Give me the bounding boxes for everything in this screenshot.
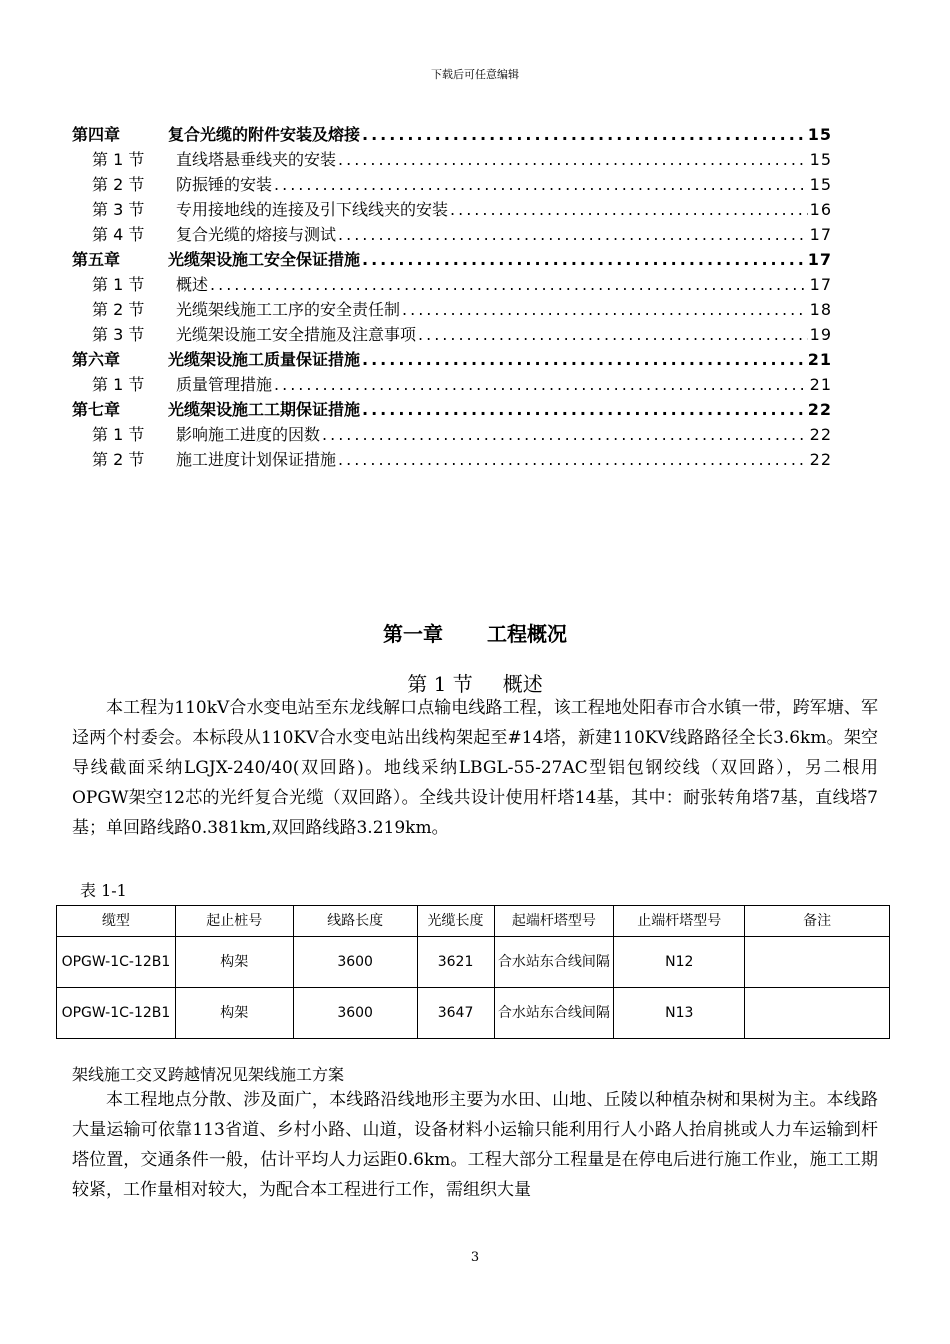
toc-title: 施工进度计划保证措施 — [176, 450, 337, 469]
toc-title: 概述 — [176, 275, 209, 294]
table-cell: OPGW-1C-12B1 — [57, 988, 176, 1039]
toc-entry-section[interactable] — [72, 322, 832, 347]
chapter-number: 第一章 — [383, 622, 443, 646]
toc-leader — [274, 372, 808, 397]
toc-leader — [362, 247, 806, 272]
table-of-contents — [72, 122, 832, 472]
toc-number: 第 3 节 — [92, 200, 145, 219]
toc-leader — [210, 272, 808, 297]
table-cell: 构架 — [175, 937, 293, 988]
section-title: 概述 — [502, 672, 543, 696]
section-number: 第 1 节 — [407, 672, 473, 696]
toc-page: 21 — [807, 350, 832, 369]
table-cell: N13 — [614, 988, 745, 1039]
table-cell: 3621 — [417, 937, 494, 988]
toc-leader — [362, 397, 806, 422]
table-cell: 构架 — [175, 988, 293, 1039]
toc-title: 光缆架设施工工期保证措施 — [168, 400, 361, 419]
toc-number: 第 2 节 — [92, 300, 145, 319]
table-cell: 合水站东合线间隔 — [494, 988, 614, 1039]
toc-page: 17 — [809, 225, 832, 244]
site-paragraph: 本工程地点分散、涉及面广，本线路沿线地形主要为水田、山地、丘陵以种植杂树和果树为主。本线路大量运输可依靠113省道、乡村小路、山道，设备材料小运输只能利用行人小路人抬肩挑或人力车运输到杆塔位置，交通条件一般，估计平均人力运距0.6km。工程大部分工程量是在停电后进行施工作业，施工工期较紧，工作量相对较大，为配合本工程进行工作，需组织大量 — [72, 1090, 878, 1200]
table-cell: 3600 — [293, 988, 417, 1039]
toc-title: 防振锤的安装 — [176, 175, 273, 194]
toc-entry-chapter-5[interactable] — [72, 247, 832, 272]
toc-page: 21 — [809, 375, 832, 394]
toc-title: 光缆架设施工质量保证措施 — [168, 350, 361, 369]
toc-title: 复合光缆的熔接与测试 — [176, 225, 337, 244]
toc-page: 22 — [807, 400, 832, 419]
table-cell: N12 — [614, 937, 745, 988]
toc-entry-section[interactable] — [72, 147, 832, 172]
toc-page: 16 — [809, 200, 832, 219]
toc-leader — [362, 122, 806, 147]
toc-number: 第 3 节 — [92, 325, 145, 344]
crossing-note: 架线施工交叉跨越情况见架线施工方案 — [72, 1065, 345, 1084]
toc-number: 第 1 节 — [92, 375, 145, 394]
toc-number: 第 2 节 — [92, 175, 145, 194]
table-cell: 3647 — [417, 988, 494, 1039]
overview-paragraph: 本工程为110kV合水变电站至东龙线解口点输电线路工程，该工程地处阳春市合水镇一带，跨军塘、军迳两个村委会。本标段从110KV合水变电站出线构架起至#14塔，新建110KV线路路径全长3.6km。架空导线截面采纳LGJX-240/40(双回路)。地线采纳LBGL-55-27AC型铝包钢绞线（双回路），另二根用OPGW架空12芯的光纤复合光缆（双回路）。全线共设计使用杆塔14基，其中：耐张转角塔7基，直线塔7基；单回路线路0.381km,双回路线路3.219km。 — [72, 698, 878, 838]
table-header-cell: 起端杆塔型号 — [494, 906, 614, 937]
table-header-cell: 线路长度 — [293, 906, 417, 937]
toc-entry-section[interactable] — [72, 272, 832, 297]
table-row — [57, 988, 890, 1039]
cable-table — [56, 905, 890, 1039]
toc-leader — [338, 447, 808, 472]
toc-number: 第 1 节 — [92, 425, 145, 444]
toc-entry-section[interactable] — [72, 297, 832, 322]
toc-number: 第 1 节 — [92, 150, 145, 169]
toc-title: 质量管理措施 — [176, 375, 273, 394]
page-number: 3 — [470, 1250, 480, 1265]
toc-title: 复合光缆的附件安装及熔接 — [168, 125, 361, 144]
toc-title: 光缆架线施工工序的安全责任制 — [176, 300, 401, 319]
toc-leader — [362, 347, 806, 372]
toc-page: 15 — [809, 150, 832, 169]
toc-entry-section[interactable] — [72, 222, 832, 247]
table-header-cell: 起止桩号 — [175, 906, 293, 937]
toc-page: 17 — [807, 250, 832, 269]
table-cell: OPGW-1C-12B1 — [57, 937, 176, 988]
toc-entry-section[interactable] — [72, 197, 832, 222]
table-header-cell: 止端杆塔型号 — [614, 906, 745, 937]
toc-entry-section[interactable] — [72, 447, 832, 472]
toc-number: 第五章 — [72, 250, 121, 269]
toc-entry-section[interactable] — [72, 422, 832, 447]
toc-page: 18 — [809, 300, 832, 319]
toc-entry-section[interactable] — [72, 372, 832, 397]
toc-leader — [450, 197, 808, 222]
table-header-cell: 备注 — [745, 906, 890, 937]
chapter-title: 工程概况 — [487, 622, 567, 646]
toc-title: 光缆架设施工安全保证措施 — [168, 250, 361, 269]
toc-number: 第七章 — [72, 400, 121, 419]
toc-number: 第四章 — [72, 125, 121, 144]
toc-page: 15 — [809, 175, 832, 194]
toc-page: 19 — [809, 325, 832, 344]
table-row — [57, 937, 890, 988]
toc-page: 15 — [807, 125, 832, 144]
toc-leader — [322, 422, 808, 447]
toc-entry-chapter-6[interactable] — [72, 347, 832, 372]
chapter-heading — [0, 618, 950, 647]
table-header-cell: 光缆长度 — [417, 906, 494, 937]
toc-leader — [402, 297, 808, 322]
toc-entry-chapter-4[interactable] — [72, 122, 832, 147]
toc-number: 第 1 节 — [92, 275, 145, 294]
toc-number: 第六章 — [72, 350, 121, 369]
toc-page: 17 — [809, 275, 832, 294]
toc-entry-section[interactable] — [72, 172, 832, 197]
table-cell: 3600 — [293, 937, 417, 988]
toc-title: 光缆架设施工安全措施及注意事项 — [176, 325, 417, 344]
toc-title: 直线塔悬垂线夹的安装 — [176, 150, 337, 169]
toc-leader — [418, 322, 808, 347]
toc-title: 影响施工进度的因数 — [176, 425, 321, 444]
toc-leader — [338, 222, 808, 247]
toc-entry-chapter-7[interactable] — [72, 397, 832, 422]
toc-title: 专用接地线的连接及引下线线夹的安装 — [176, 200, 449, 219]
table-header-row — [57, 906, 890, 937]
toc-leader — [338, 147, 808, 172]
toc-page: 22 — [809, 425, 832, 444]
table-cell — [745, 937, 890, 988]
toc-leader — [274, 172, 808, 197]
table-cell: 合水站东合线间隔 — [494, 937, 614, 988]
table-header-cell: 缆型 — [57, 906, 176, 937]
table-cell — [745, 988, 890, 1039]
toc-number: 第 2 节 — [92, 450, 145, 469]
table-label: 表 1-1 — [80, 881, 127, 900]
page-header: 下载后可任意编辑 — [431, 68, 519, 81]
toc-page: 22 — [809, 450, 832, 469]
toc-number: 第 4 节 — [92, 225, 145, 244]
